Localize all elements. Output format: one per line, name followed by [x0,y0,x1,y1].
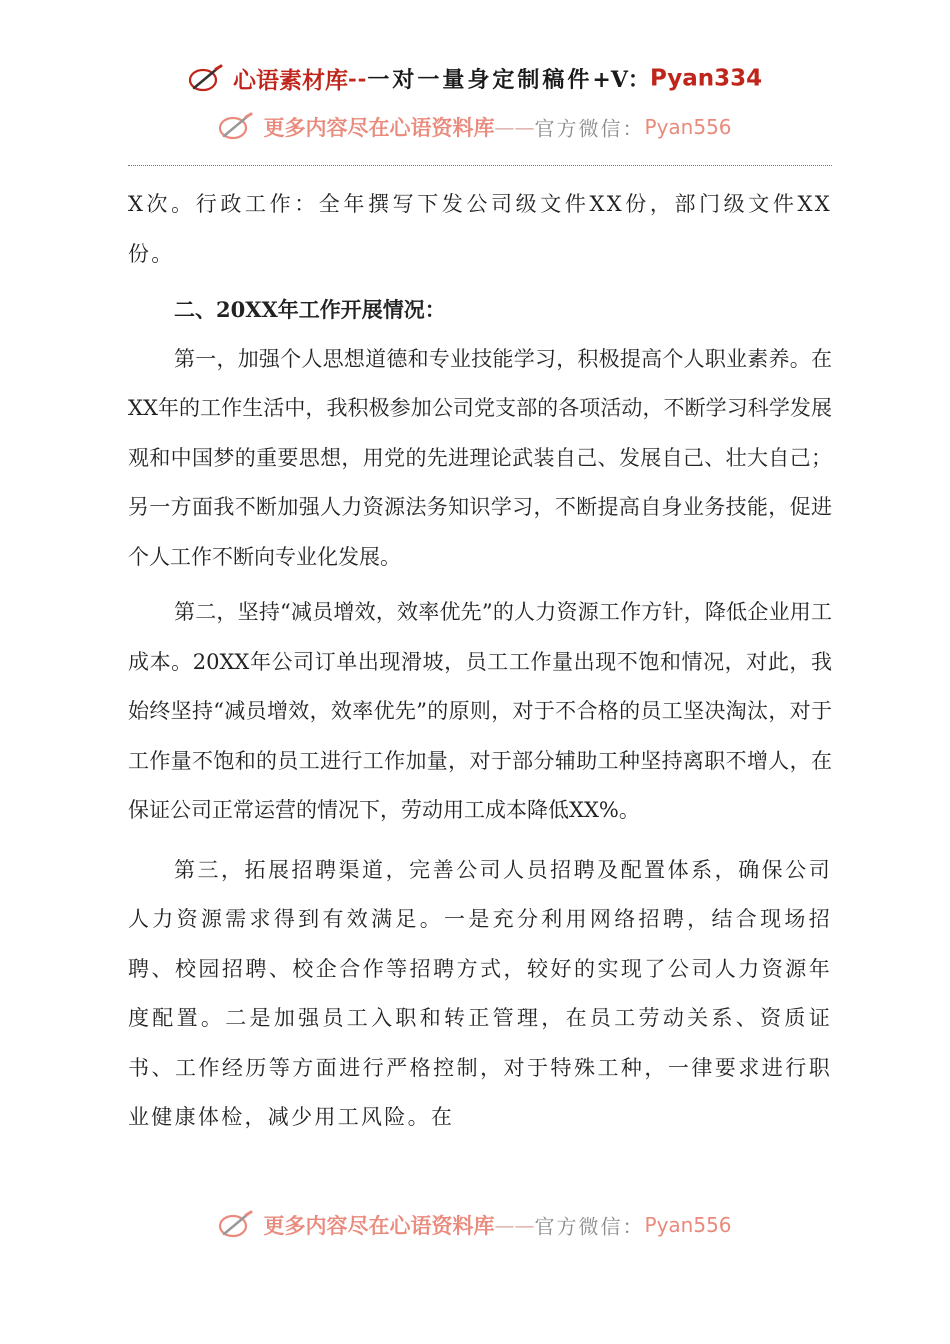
contact-label: +V： [592,67,650,93]
header-slogan: 一对一量身定制稿件 [367,67,593,93]
pen-logo-icon [188,64,224,94]
watermark-wechat: Pyan556 [644,115,732,139]
pen-logo-icon [218,1210,254,1240]
contact-id: Pyan334 [649,65,763,92]
watermark-label: 官方微信： [534,1214,645,1239]
header-separator: -- [347,66,368,91]
header-divider [128,165,832,166]
pen-logo-icon [218,112,254,142]
paragraph-second: 第二，坚持“减员增效，效率优先”的人力资源工作方针，降低企业用工成本。20XX年公司订单出现滑坡，员工工作量出现不饱和情况，对此，我始终坚持“减员增效，效率优先”的原则，对于不合格的员工坚决淘汰，对于工作量不饱和的员工进行工作加量，对于部分辅助工种坚持离职不增人，在保证公司正常运营的情况下，劳动用工成本降低XX%。 [128,600,832,822]
watermark-wechat: Pyan556 [644,1213,732,1237]
watermark-dash: —— [494,1213,535,1237]
paragraph-third: 第三，拓展招聘渠道，完善公司人员招聘及配置体系，确保公司人力资源需求得到有效满足。一是充分利用网络招聘，结合现场招聘、校园招聘、校企合作等招聘方式，较好的实现了公司人力资源年度配置。二是加强员工入职和转正管理，在员工劳动关系、资质证书、工作经历等方面进行严格控制，对于特殊工种，一律要求进行职业健康体检，减少用工风险。在 [128,857,832,1129]
watermark-text: 更多内容尽在心语资料库 [263,1213,495,1238]
watermark-label: 官方微信： [534,116,645,141]
paragraph-continuation: X次。行政工作：全年撰写下发公司级文件XX份，部门级文件XX份。 [128,192,832,266]
watermark-bottom [0,1210,950,1240]
header-banner [0,62,950,102]
brand-name: 心语素材库 [232,67,348,94]
section-heading: 二、20XX年工作开展情况： [174,297,446,322]
watermark-text: 更多内容尽在心语资料库 [263,115,495,140]
paragraph-first: 第一，加强个人思想道德和专业技能学习，积极提高个人职业素养。在XX年的工作生活中，我积极参加公司党支部的各项活动，不断学习科学发展观和中国梦的重要思想，用党的先进理论武装自己、发展自己、壮大自己；另一方面我不断加强人力资源法务知识学习，不断提高自身业务技能，促进个人工作不断向专业化发展。 [128,346,832,569]
watermark-top [0,112,950,152]
watermark-dash: —— [494,115,535,139]
document-body [128,180,832,1143]
